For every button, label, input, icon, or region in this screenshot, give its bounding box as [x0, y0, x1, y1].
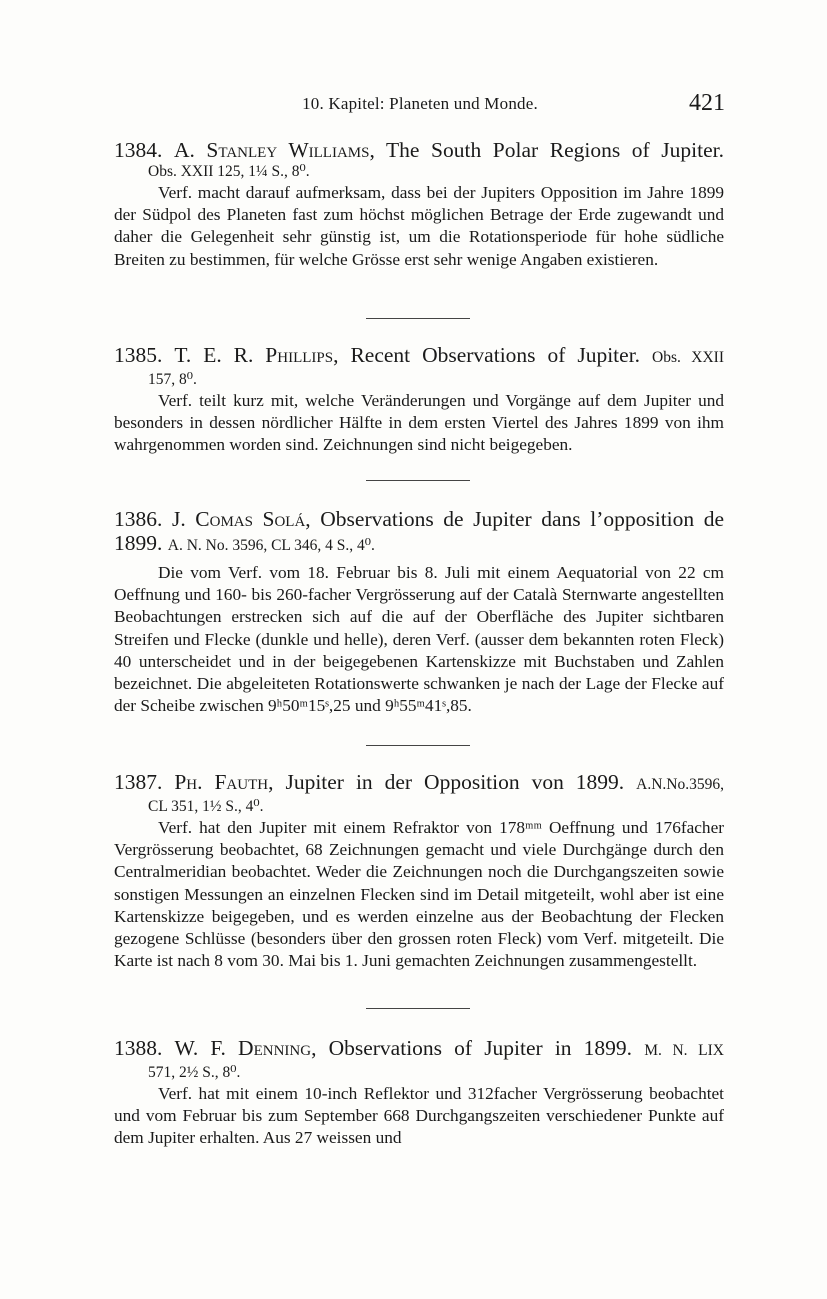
entry-heading: [114, 343, 724, 370]
entry-title: Observations of Jupiter in 1899.: [328, 1036, 633, 1060]
entry-title: Jupiter in der Opposition von 1899.: [285, 770, 625, 794]
entry-title: The South Polar Regions of Jupiter.: [386, 138, 724, 162]
section-divider: [366, 1008, 470, 1009]
entry-journal: Obs. XXII: [652, 349, 725, 366]
entry-number: 1388.: [114, 1036, 163, 1060]
entry-author: T. E. R. Phillips,: [174, 343, 339, 367]
entry-title: Observations de Jupiter dans l’opposition de 1899.: [114, 507, 725, 555]
entry-citation: 571, 2½ S., 8⁰.: [148, 1064, 241, 1081]
bibliography-entry-1386: [114, 507, 724, 717]
entry-number: 1385.: [114, 343, 163, 367]
entry-abstract: Verf. teilt kurz mit, welche Veränderungen und Vorgänge auf dem Jupiter und besonders in dessen nördlicher Hälfte in dem ersten Viertel des Jahres 1899 von ihm wahrgenommen worden sind. Zeichnungen sind nicht beigegeben.: [114, 391, 724, 455]
entry-number: 1386.: [114, 507, 163, 531]
page-number: 421: [689, 90, 725, 116]
entry-citation: CL 351, 1½ S., 4⁰.: [148, 798, 264, 815]
bibliography-entry-1387: [114, 770, 724, 972]
entry-author: A. Stanley Williams,: [173, 138, 375, 162]
entry-author: W. F. Denning,: [174, 1036, 317, 1060]
entry-journal: A.N.No.3596,: [636, 776, 724, 793]
bibliography-entry-1388: [114, 1036, 724, 1150]
entry-citation: Obs. XXII 125, 1¼ S., 8⁰.: [148, 163, 310, 180]
running-head: [115, 90, 725, 120]
entry-title: Recent Observations of Jupiter.: [350, 343, 641, 367]
entry-abstract: Verf. hat mit einem 10-inch Reflektor und 312facher Vergrösserung beobachtet und vom Februar bis zum September 668 Durchgangszeiten verschiedener Punkte auf dem Jupiter erhalten. Aus 27 weissen und: [114, 1084, 724, 1148]
section-divider: [366, 480, 470, 481]
entry-author: J. Comas Solá,: [171, 507, 311, 531]
bibliography-entry-1385: [114, 343, 724, 457]
bibliography-entry-1384: [114, 138, 724, 271]
chapter-title: 10. Kapitel: Planeten und Monde.: [302, 94, 538, 113]
entry-heading: [114, 507, 724, 558]
section-divider: [366, 745, 470, 746]
entry-journal: M. N. LIX: [644, 1042, 724, 1059]
entry-heading: [114, 770, 724, 797]
entry-heading: [114, 1036, 724, 1063]
entry-journal: A. N. No. 3596, CL 346, 4 S., 4⁰.: [167, 537, 375, 554]
entry-number: 1387.: [114, 770, 163, 794]
section-divider: [366, 318, 470, 319]
entry-author: Ph. Fauth,: [174, 770, 274, 794]
entry-abstract: Verf. hat den Jupiter mit einem Refraktor von 178ᵐᵐ Oeffnung und 176facher Vergrösserung beobachtet, 68 Zeichnungen gemacht und viele Durchgänge durch den Centralmeridian beobachtet. Weder die Zeichnungen noch die Durchgangszeiten sowie sonstigen Messungen an einzelnen Flecken sind im Detail mitgeteilt, wohl aber ist eine Kartenskizze beigegeben, und es werden einzelne aus der Beobachtung der Flecken gezogene Schlüsse (besonders über den grossen roten Fleck) vom Verf. mitgeteilt. Die Karte ist nach 8 vom 30. Mai bis 1. Juni gemachten Zeichnungen zusammengestellt.: [114, 818, 724, 971]
entry-number: 1384.: [114, 138, 163, 162]
entry-citation: 157, 8⁰.: [148, 371, 197, 388]
entry-heading: [114, 138, 724, 162]
entry-abstract: Verf. macht darauf aufmerksam, dass bei der Jupiters Opposition im Jahre 1899 der Südpol des Planeten fast zum höchst möglichen Betrage der Erde zugewandt und daher die Gelegenheit sehr günstig ist, um die Rotationsperiode für hohe südliche Breiten zu bestimmen, für welche Grösse erst sehr wenige Angaben existieren.: [114, 183, 724, 269]
entry-abstract: Die vom Verf. vom 18. Februar bis 8. Juli mit einem Aequatorial von 22 cm Oeffnung und 160- bis 260-facher Vergrösserung auf der Català Sternwarte angestellten Beobachtungen erstrecken sich auf die auf der Oberfläche des Jupiter sichtbaren Streifen und Flecke (dunkle und helle), deren Verf. (ausser dem bekannten roten Fleck) 40 unterscheidet und in der beigegebenen Kartenskizze mit Buchstaben und Zahlen bezeichnet. Die abgeleiteten Rotationswerte schwanken je nach der Lage der Flecke auf der Scheibe zwischen 9ʰ50ᵐ15ˢ,25 und 9ʰ55ᵐ41ˢ,85.: [114, 563, 724, 716]
